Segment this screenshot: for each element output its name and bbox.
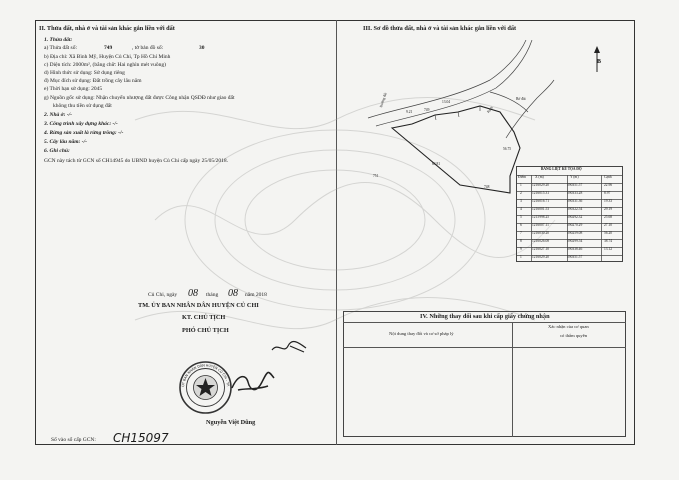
origin-line-1: g) Nguồn gốc sử dụng: Nhận chuyển nhượng đất được Công nhận QSDĐ như giao đất: [44, 95, 235, 101]
changes-box: [343, 311, 626, 437]
coordinate-cell: 1216030.20: [532, 231, 550, 235]
sign-role: PHÓ CHỦ TỊCH: [182, 327, 229, 334]
changes-header-divider: [343, 322, 626, 323]
address-line: b) Địa chỉ: Xã Bình Mỹ, Huyện Củ Chi, Tp Hồ Chí Minh: [44, 54, 171, 60]
coordinate-cell: 1216029.20: [532, 183, 550, 187]
official-seal: [178, 360, 233, 415]
parcel-number-label: a) Thửa đất số:: [44, 45, 77, 51]
house-line: 2. Nhà ở: -/-: [44, 112, 73, 118]
coordinate-cell: 590299.54: [567, 239, 583, 243]
coordinate-cell: 27.10: [604, 223, 613, 227]
registry-value: CH15097: [113, 431, 169, 445]
embankment-label: Bờ đất: [516, 97, 526, 101]
coordinate-cell: 590292.32: [567, 215, 583, 219]
coordinate-cell: 9: [520, 247, 522, 251]
coordinate-cell: 1: [520, 183, 522, 187]
road-dirt-label: Đường đất: [379, 92, 388, 108]
coordinate-cell: 13.12: [604, 247, 613, 251]
coordinate-header-edge: Cạnh: [604, 175, 612, 179]
area-line: c) Diện tích: 2000m², (bằng chữ: Hai nghìn mét vuông): [44, 62, 166, 68]
dimension-4: 64.81: [432, 162, 441, 166]
dimension-3: 56.75: [503, 147, 512, 151]
svg-text:ỦY BAN NHÂN DÂN HUYỆN CỦ CHI -: ỦY BAN NHÂN DÂN HUYỆN CỦ CHI - TP.: [181, 363, 230, 387]
usage-term-line: e) Thời hạn sử dụng: 2045: [44, 86, 103, 92]
sign-date-prefix: Củ Chi, ngày: [148, 292, 178, 298]
coordinate-cell: 1216016.71: [532, 199, 550, 203]
coordinate-cell: 29.19: [604, 207, 613, 211]
coordinate-cell: 22.96: [604, 183, 613, 187]
coordinate-cell: 1215998.25: [532, 215, 550, 219]
sign-month: 08: [228, 288, 238, 299]
dimension-1: 13.04: [442, 100, 451, 104]
forest-line: 4. Rừng sản xuất là rừng trồng: -/-: [44, 130, 124, 136]
coordinate-cell: 1216027.10: [532, 247, 550, 251]
coordinate-cell: 590331.36: [567, 199, 583, 203]
canal-label: Rạch: [486, 105, 494, 114]
coordinate-cell: 7: [520, 231, 522, 235]
sign-org: TM. ỦY BAN NHÂN DÂN HUYỆN CỦ CHI: [138, 302, 259, 309]
main-signature: [228, 368, 276, 396]
coordinate-cell: 590338.46: [567, 247, 583, 251]
coordinate-cell: 1: [520, 255, 522, 259]
coordinate-cell: 1216029.20: [532, 255, 550, 259]
signer-name: Nguyễn Việt Dũng: [206, 419, 256, 426]
perennial-trees-line: 5. Cây lâu năm: -/-: [44, 139, 87, 145]
parcel-751-label: 751: [373, 174, 379, 178]
section-ii-title: II. Thửa đất, nhà ở và tài sản khác gắn liền với đất: [39, 25, 175, 32]
coordinate-cell: 1216015.31: [532, 191, 550, 195]
coordinate-cell: 4: [520, 207, 522, 211]
dimension-2: 9.21: [406, 110, 413, 114]
section-iii-title: III. Sơ đồ thửa đất, nhà ở và tài sản khác gắn liền với đất: [363, 25, 517, 32]
registry-label: Số vào sổ cấp GCN:: [51, 437, 96, 443]
coordinate-cell: 6: [520, 223, 522, 227]
map-sheet-value: 30: [199, 45, 205, 51]
coordinate-table-title: BẢNG LIỆT KÊ TỌA ĐỘ: [541, 167, 582, 171]
parcel-748-label: 748: [484, 185, 490, 189]
coordinate-cell: 1216026.08: [532, 239, 550, 243]
sign-year: năm 2018: [245, 292, 267, 298]
parcel-number-value: 749: [104, 45, 113, 51]
usage-purpose-line: đ) Mục đích sử dụng: Đất trồng cây lâu năm: [44, 78, 142, 84]
coordinate-header-x: X (m): [535, 175, 544, 179]
coordinate-cell: 5: [520, 215, 522, 219]
other-works-line: 3. Công trình xây dựng khác: -/-: [44, 121, 118, 127]
coordinate-cell: 590351.57: [567, 255, 583, 259]
north-label: B: [597, 59, 602, 65]
changes-col2-header-2: có thẩm quyền: [560, 333, 588, 338]
note-text: GCN này tách từ GCN số CH14945 do UBND huyện Củ Chi cấp ngày 25/05/2018.: [44, 158, 229, 164]
coordinate-cell: 1216007.11: [532, 223, 549, 227]
sign-day: 08: [188, 288, 198, 299]
coordinate-cell: 25.68: [604, 215, 613, 219]
coordinate-cell: 8: [520, 239, 522, 243]
changes-column-divider: [512, 322, 513, 437]
changes-col1-header: Nội dung thay đổi và cơ sở pháp lý: [389, 331, 454, 336]
note-heading: 6. Ghi chú:: [44, 148, 70, 154]
coordinate-cell: 2: [520, 191, 522, 195]
sign-month-label: tháng: [206, 292, 219, 298]
coordinate-header-y: Y (m): [570, 175, 579, 179]
changes-title: IV. Những thay đổi sau khi cấp giấy chứng nhận: [420, 313, 550, 320]
coordinate-cell: 38.74: [604, 239, 613, 243]
coordinate-cell: 8.97: [604, 191, 611, 195]
sign-kt: KT. CHỦ TỊCH: [182, 314, 226, 321]
coordinate-cell: 19.33: [604, 199, 613, 203]
changes-table-divider: [343, 347, 626, 348]
coordinate-cell: 1216001.53: [532, 207, 550, 211]
coordinate-cell: 590259.08: [567, 231, 583, 235]
parcel-heading: 1. Thửa đất:: [44, 37, 73, 43]
coordinate-cell: 590270.29: [567, 223, 583, 227]
coordinate-cell: 3: [520, 199, 522, 203]
map-sheet-label: , tờ bản đồ số:: [132, 45, 164, 51]
coordinate-cell: 56.20: [604, 231, 613, 235]
changes-col2-header-1: Xác nhận của cơ quan: [548, 324, 589, 329]
origin-line-2: không thu tiền sử dụng đất: [53, 103, 112, 109]
coordinate-cell: 590351.57: [567, 183, 583, 187]
parcel-749-label: 749: [424, 108, 430, 112]
coordinate-header-point: Điểm: [518, 175, 526, 179]
coordinate-cell: 590333.28: [567, 191, 583, 195]
usage-form-line: d) Hình thức sử dụng: Sử dụng riêng: [44, 70, 125, 76]
coordinate-cell: 590322.54: [567, 207, 583, 211]
small-signature: [270, 338, 310, 358]
